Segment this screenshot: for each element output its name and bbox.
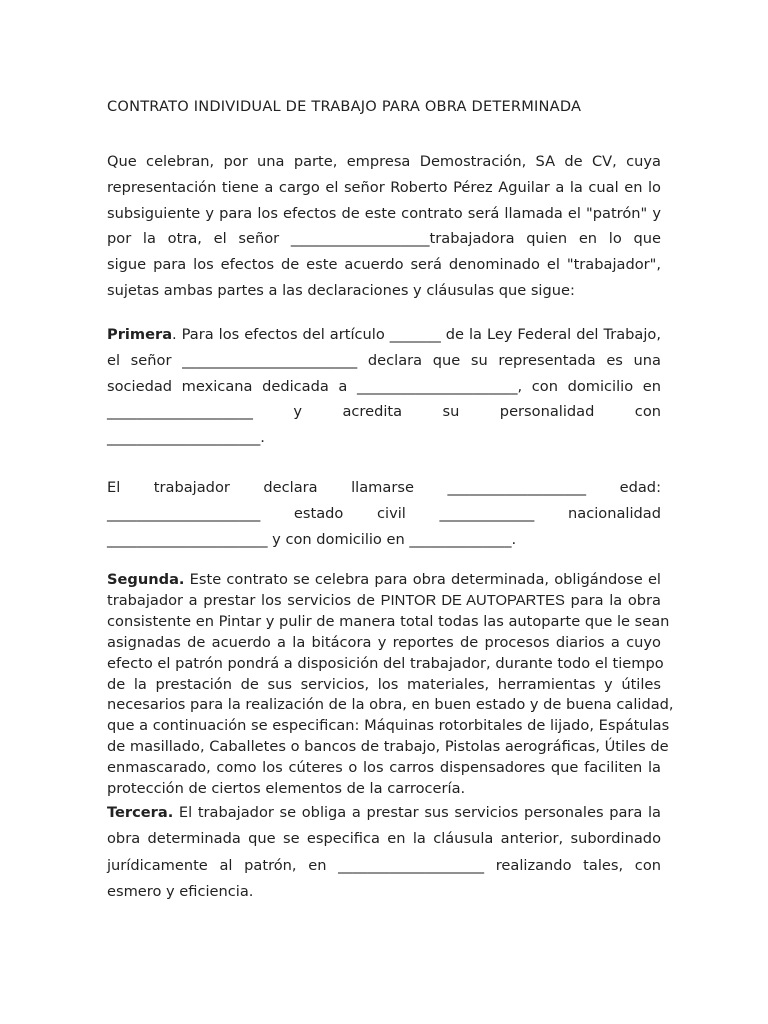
intro-line: representación tiene a cargo el señor Roberto Pérez Aguilar a la cual en lo <box>107 178 661 196</box>
document-title: CONTRATO INDIVIDUAL DE TRABAJO PARA OBRA DETERMINADA <box>107 98 582 115</box>
tercera-line-text: El trabajador se obliga a prestar sus servicios personales para la <box>173 804 661 821</box>
trabajador-line: El trabajador declara llamarse ___________________ edad: <box>107 479 661 496</box>
segunda-line: necesarios para la realización de la obra, en buen estado y de buena calidad, <box>107 696 674 714</box>
intro-line: sujetas ambas partes a las declaraciones y cláusulas que sigue: <box>107 281 575 299</box>
intro-paragraph <box>107 149 661 304</box>
trabajador-line: ______________________ y con domicilio en ______________. <box>107 530 517 548</box>
segunda-line-text: para la obra <box>564 591 661 609</box>
trabajador-line: _____________________ estado civil _____________ nacionalidad <box>107 504 661 522</box>
primera-line: sociedad mexicana dedicada a ______________________, con domicilio en <box>107 377 661 395</box>
primera-line: ____________________ y acredita su personalidad con <box>107 403 661 421</box>
segunda-line <box>107 570 661 591</box>
segunda-line: de la prestación de sus servicios, los materiales, herramientas y útiles <box>107 675 661 693</box>
primera-line-text: . Para los efectos del artículo _______ de la Ley Federal del Trabajo, <box>172 326 661 343</box>
tercera-heading: Tercera. <box>107 804 174 821</box>
segunda-line: asignadas de acuerdo a la bitácora y reportes de procesos diarios a cuyo <box>107 633 661 651</box>
intro-line: subsiguiente y para los efectos de este contrato será llamada el "patrón" y <box>107 204 661 222</box>
segunda-line-text: Este contrato se celebra para obra determinada, obligándose el <box>184 571 661 588</box>
trabajador-paragraph <box>107 475 661 552</box>
segunda-line: efecto el patrón pondrá a disposición del trabajador, durante todo el tiempo <box>107 654 664 672</box>
segunda-line: protección de ciertos elementos de la carrocería. <box>107 780 466 798</box>
tercera-line <box>107 800 661 826</box>
job-title: PINTOR DE AUTOPARTES <box>380 592 565 609</box>
intro-line: por la otra, el señor ___________________trabajadora quien en lo que <box>107 230 661 248</box>
intro-line: Que celebran, por una parte, empresa Demostración, SA de CV, cuya <box>107 153 661 170</box>
clause-segunda <box>107 570 674 800</box>
segunda-line: que a continuación se especifican: Máquinas rotorbitales de lijado, Espátulas <box>107 717 670 735</box>
tercera-line: obra determinada que se especifica en la cláusula anterior, subordinado <box>107 830 661 848</box>
primera-heading: Primera <box>107 326 173 343</box>
intro-line: sigue para los efectos de este acuerdo será denominado el "trabajador", <box>107 256 661 274</box>
segunda-line <box>107 591 661 612</box>
clause-tercera <box>107 800 661 905</box>
primera-line: _____________________. <box>107 429 265 447</box>
segunda-line: enmascarado, como los cúteres o los carros dispensadores que faciliten la <box>107 759 661 777</box>
tercera-line: jurídicamente al patrón, en ____________________ realizando tales, con <box>107 856 661 874</box>
primera-line <box>107 322 661 348</box>
segunda-heading: Segunda. <box>107 571 185 588</box>
clause-primera <box>107 322 661 451</box>
tercera-line: esmero y eficiencia. <box>107 882 254 900</box>
primera-line: el señor ________________________ declara que su representada es una <box>107 351 661 369</box>
segunda-line-text: trabajador a prestar los servicios de <box>107 591 381 609</box>
segunda-line: consistente en Pintar y pulir de manera total todas las autoparte que le sean <box>107 612 670 630</box>
segunda-line: de masillado, Caballetes o bancos de trabajo, Pistolas aerográficas, Útiles de <box>107 738 669 756</box>
